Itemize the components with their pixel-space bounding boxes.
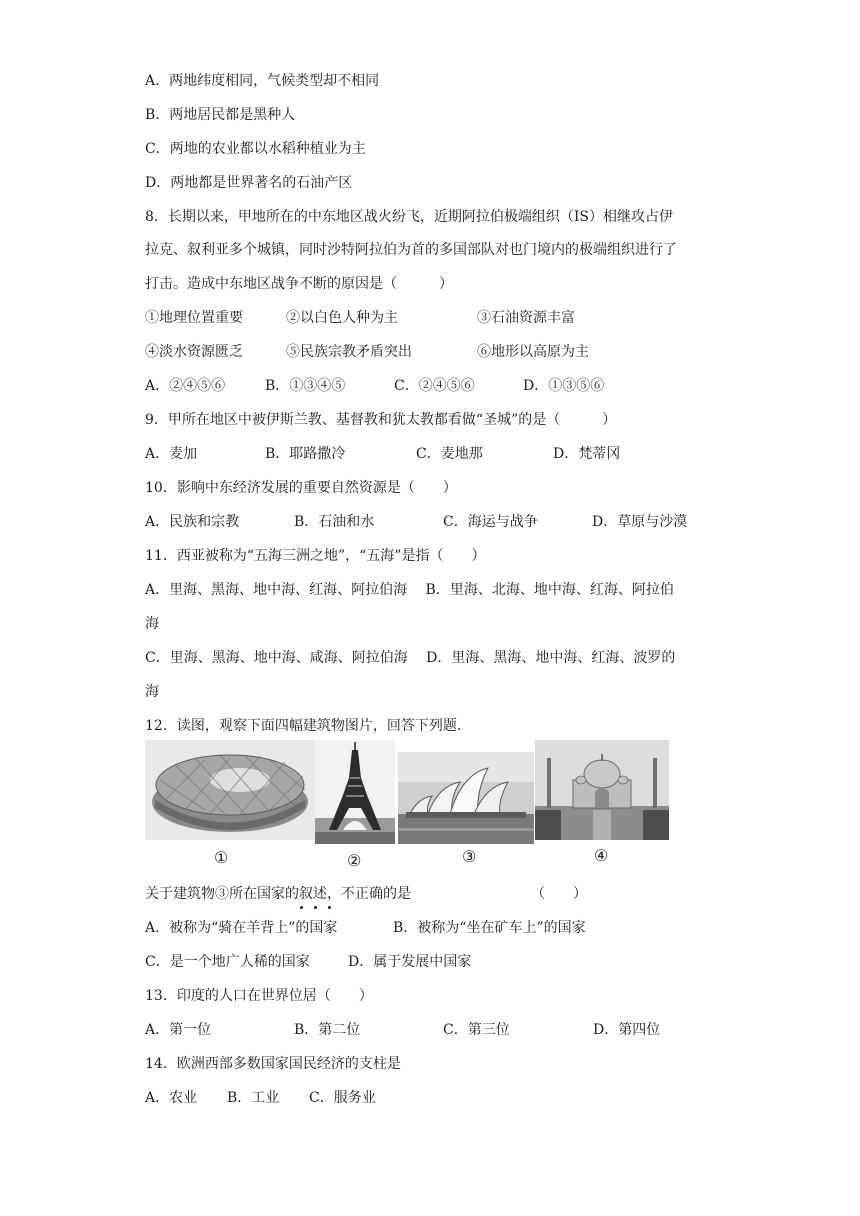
q12-option-d: D．属于发展中国家: [348, 954, 472, 970]
q13-option-a: A．第一位: [145, 1022, 212, 1038]
q8-item-3: ③石油资源丰富: [477, 310, 575, 326]
q11-option-b-cont: 海: [145, 616, 159, 632]
q8-stem-line1: 8．长期以来，甲地所在的中东地区战火纷飞，近期阿拉伯极端组织（IS）相继攻占伊: [145, 209, 674, 225]
figure-label-3: ③: [462, 847, 477, 866]
q8-option-c: C．②④⑤⑥: [394, 378, 475, 394]
emphasis-dot: [328, 906, 331, 909]
q12-option-b: B．被称为“坐在矿车上”的国家: [393, 920, 586, 936]
q12-sub-stem-before: 关于建筑物③所在国家的叙述，: [145, 886, 341, 902]
q12-stem: 12．读图，观察下面四幅建筑物图片，回答下列题.: [145, 718, 462, 734]
q7-option-a: A．两地纬度相同，气候类型却不相同: [145, 73, 380, 89]
q14-stem: 14．欧洲西部多数国家国民经济的支柱是: [145, 1056, 401, 1072]
q13-option-d: D．第四位: [593, 1022, 661, 1038]
q14-option-b: B．工业: [227, 1090, 280, 1106]
q8-option-a: A．②④⑤⑥: [145, 378, 226, 394]
figure-label-2: ②: [347, 851, 362, 870]
q12-sub-stem-text: [145, 885, 411, 903]
q12-option-a: A．被称为“骑在羊背上”的国家: [145, 920, 338, 936]
q8-item-6: ⑥地形以高原为主: [477, 344, 589, 360]
q13-stem: 13．印度的人口在世界位居（ ）: [145, 988, 373, 1004]
emphasis-dot: [314, 906, 317, 909]
q9-option-d: D．梵蒂冈: [553, 446, 621, 462]
q10-option-c: C．海运与战争: [443, 514, 538, 530]
q7-option-d: D．两地都是世界著名的石油产区: [145, 175, 353, 191]
building-photo-opera-house: [398, 752, 534, 844]
q9-option-c: C．麦地那: [416, 446, 483, 462]
q10-option-d: D．草原与沙漠: [592, 514, 688, 530]
q11-option-d-cont: 海: [145, 684, 159, 700]
q14-option-a: A．农业: [145, 1090, 198, 1106]
q8-option-b: B．①③④⑤: [265, 378, 346, 394]
q12-sub-stem-after: 的是: [383, 886, 411, 902]
q8-item-1: ①地理位置重要: [145, 310, 243, 326]
q11-options-ab: A．里海、黑海、地中海、红海、阿拉伯海 B．里海、北海、地中海、红海、阿拉伯: [145, 582, 674, 598]
q14-option-c: C．服务业: [309, 1090, 376, 1106]
figure-label-4: ④: [594, 846, 609, 865]
q12-sub-stem-paren: （ ）: [531, 886, 587, 902]
emphasis-dot: [300, 906, 303, 909]
figure-label-1: ①: [214, 848, 229, 867]
q9-stem: 9．甲所在地区中被伊斯兰教、基督教和犹太教都看做“圣城”的是（ ）: [145, 412, 617, 428]
q10-stem: 10．影响中东经济发展的重要自然资源是（ ）: [145, 480, 457, 496]
q8-item-5: ⑤民族宗教矛盾突出: [286, 344, 412, 360]
q11-stem: 11．西亚被称为“五海三洲之地”，“五海”是指（ ）: [145, 548, 486, 564]
q7-option-c: C．两地的农业都以水稻种植业为主: [145, 141, 366, 157]
q10-option-b: B．石油和水: [294, 514, 375, 530]
q9-option-b: B．耶路撒冷: [265, 446, 346, 462]
building-photo-stadium: [145, 740, 315, 840]
q8-item-4: ④淡水资源匮乏: [145, 344, 243, 360]
q12-option-c: C．是一个地广人稀的国家: [145, 954, 310, 970]
q10-option-a: A．民族和宗教: [145, 514, 240, 530]
building-photo-eiffel-tower: [315, 740, 395, 844]
q8-option-d: D．①③⑤⑥: [523, 378, 605, 394]
q12-sub-stem-emphasis: 不正确: [341, 886, 383, 902]
q13-option-b: B．第二位: [294, 1022, 361, 1038]
building-photo-taj-mahal: [535, 740, 669, 840]
q8-stem-line3: 打击。造成中东地区战争不断的原因是（ ）: [145, 276, 453, 292]
q11-options-cd: C．里海、黑海、地中海、咸海、阿拉伯海 D．里海、黑海、地中海、红海、波罗的: [145, 650, 676, 666]
q8-stem-line2: 拉克、叙利亚多个城镇，同时沙特阿拉伯为首的多国部队对也门境内的极端组织进行了: [145, 242, 677, 258]
q7-option-b: B．两地居民都是黑种人: [145, 107, 296, 123]
q8-item-2: ②以白色人种为主: [286, 310, 398, 326]
q9-option-a: A．麦加: [145, 446, 198, 462]
q13-option-c: C．第三位: [443, 1022, 510, 1038]
